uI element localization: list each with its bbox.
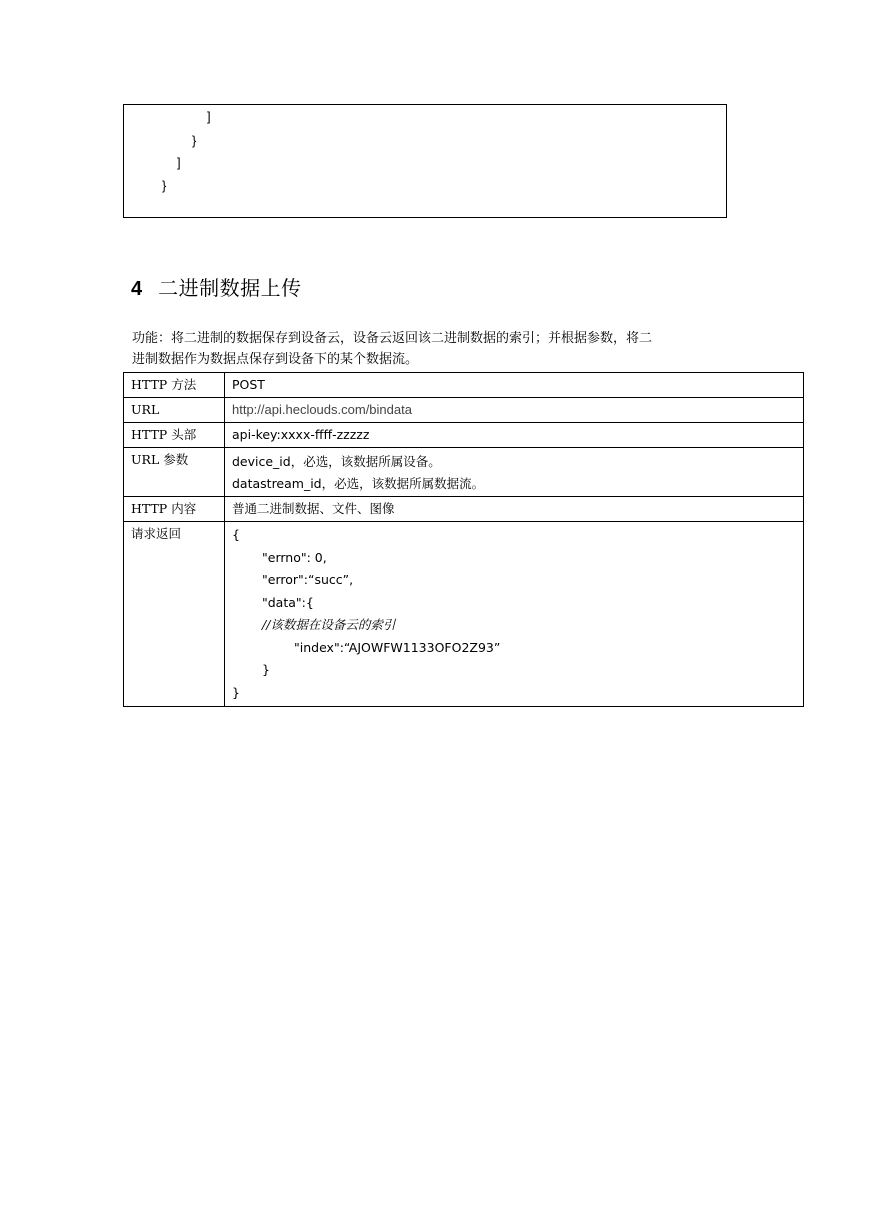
row-value-http-content: 普通二进制数据、文件、图像 bbox=[225, 497, 804, 522]
json-line: "error":“succ”, bbox=[262, 572, 354, 587]
json-line: } bbox=[262, 662, 270, 677]
table-row bbox=[124, 373, 804, 398]
description-line: 功能：将二进制的数据保存到设备云，设备云返回该二进制数据的索引；并根据参数，将二 bbox=[132, 331, 653, 346]
row-key-url-params: URL 参数 bbox=[124, 448, 225, 497]
json-line: "data":{ bbox=[262, 594, 314, 610]
section-description bbox=[132, 328, 752, 370]
json-line: { bbox=[232, 527, 240, 542]
json-line: "index":“AJOWFW1133OFO2Z93” bbox=[294, 639, 501, 655]
table-row bbox=[124, 497, 804, 522]
row-key-url: URL bbox=[124, 398, 225, 423]
row-key-http-content: HTTP 内容 bbox=[124, 497, 225, 522]
section-title: 二进制数据上传 bbox=[158, 276, 302, 300]
json-line: } bbox=[232, 684, 240, 700]
api-spec-table bbox=[123, 372, 804, 707]
code-line: } bbox=[162, 178, 167, 193]
json-line: "errno": 0, bbox=[262, 549, 327, 565]
code-line: ] bbox=[207, 109, 211, 124]
code-line: } bbox=[192, 133, 197, 148]
row-value-response bbox=[225, 522, 804, 707]
section-heading bbox=[131, 272, 302, 301]
section-number: 4 bbox=[131, 278, 143, 300]
row-value-http-header: api-key:xxxx-ffff-zzzzz bbox=[225, 423, 804, 448]
description-line: 进制数据作为数据点保存到设备下的某个数据流。 bbox=[132, 352, 419, 367]
param-line: device_id，必选，该数据所属设备。 bbox=[232, 454, 441, 469]
table-row bbox=[124, 448, 804, 497]
table-row bbox=[124, 398, 804, 423]
json-comment: //该数据在设备云的索引 bbox=[262, 617, 396, 632]
code-line: ] bbox=[177, 155, 181, 170]
code-snippet-box bbox=[123, 104, 727, 218]
table-row bbox=[124, 423, 804, 448]
param-line: datastream_id，必选，该数据所属数据流。 bbox=[232, 476, 485, 491]
url-link[interactable]: http://api.heclouds.com/bindata bbox=[232, 402, 412, 417]
row-key-http-header: HTTP 头部 bbox=[124, 423, 225, 448]
row-value-url bbox=[225, 398, 804, 423]
row-key-http-method: HTTP 方法 bbox=[124, 373, 225, 398]
row-value-http-method: POST bbox=[225, 373, 804, 398]
table-row bbox=[124, 522, 804, 707]
row-key-response: 请求返回 bbox=[124, 522, 225, 707]
row-value-url-params bbox=[225, 448, 804, 497]
